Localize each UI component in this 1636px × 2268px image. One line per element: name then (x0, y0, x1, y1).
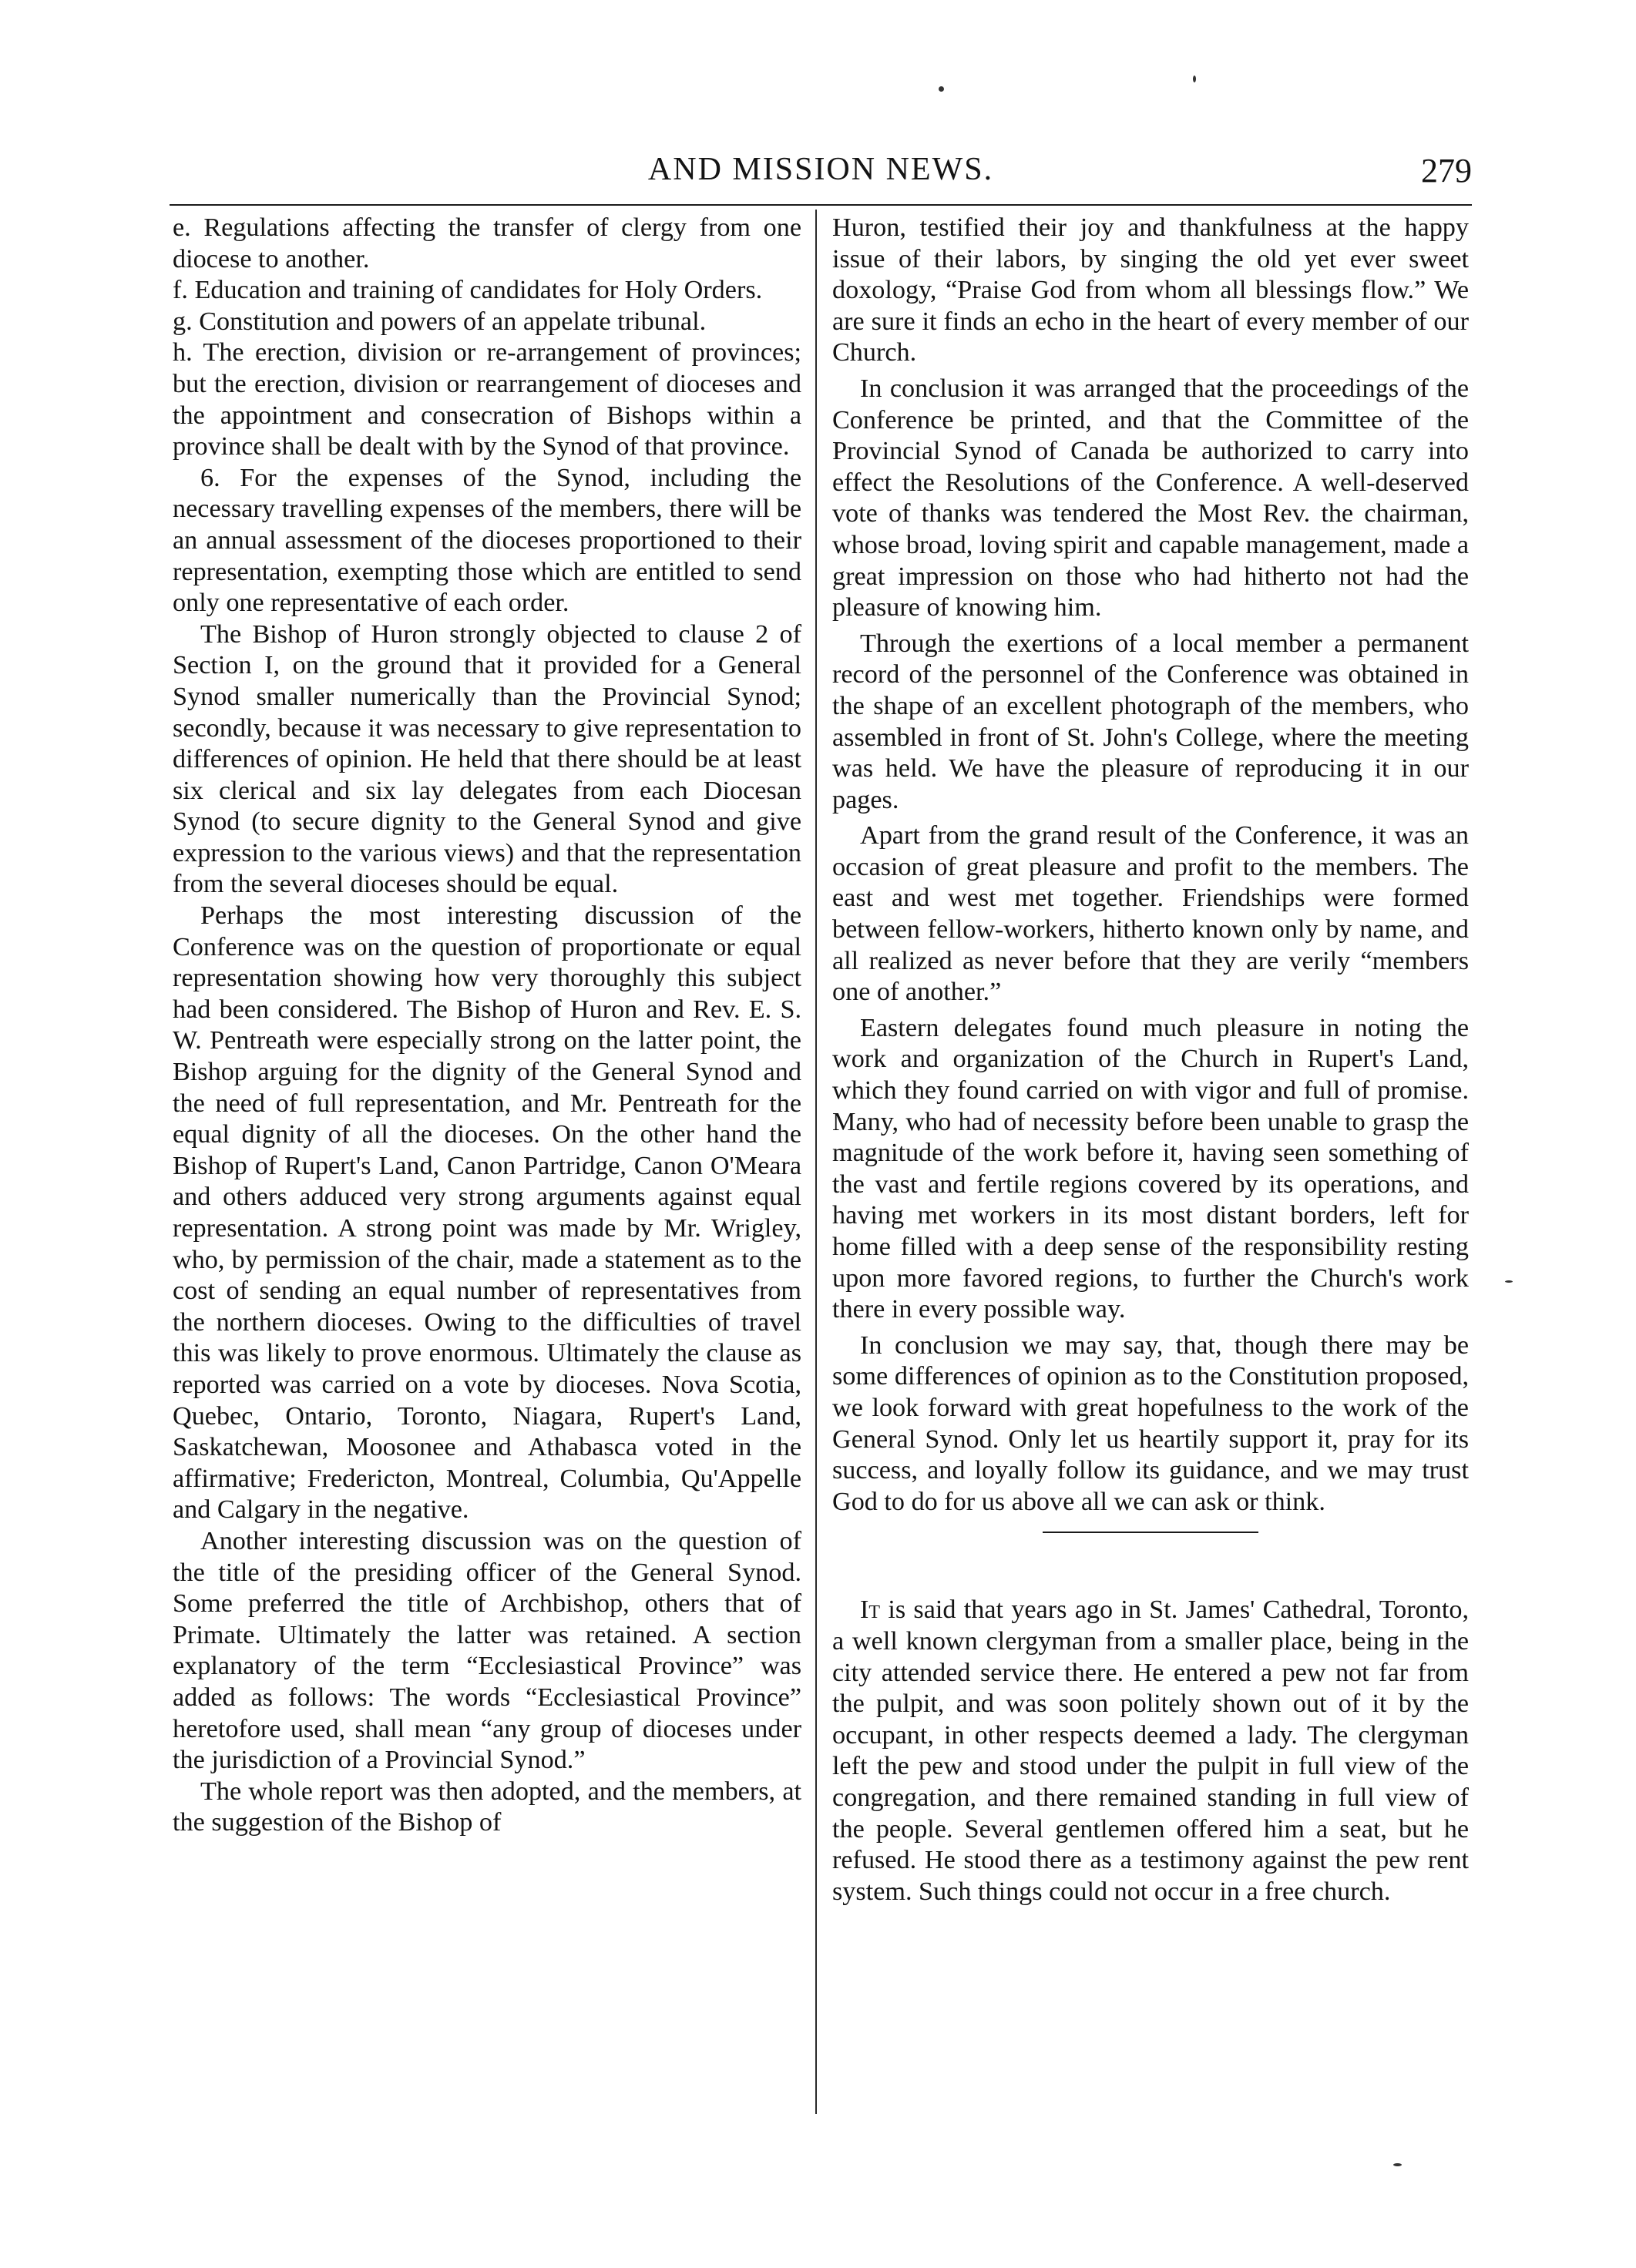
paragraph-bishop-huron-objection: The Bishop of Huron strongly objected to clause 2 of Section I, on the ground that it provided for a General Synod smaller numerically than the Provincial Synod; secondly, because it was necessary to give representation to differences of opinion. He held that there should be at least six clerical and six lay delegates from each Diocesan Synod (to secure dignity to the General Synod and give expression to the various views) and that the representation from the several dioceses should be equal. (173, 619, 801, 899)
paragraph-representation-discussion: Perhaps the most interesting discussion of the Conference was on the question of proportionate or equal representation showing how very thoroughly this subject had been considered. The Bishop of Huron and Rev. E. S. W. Pentreath were especially strong on the latter point, the Bishop arguing for the dignity of the General Synod and the need of full representation, and Mr. Pentreath for the equal dignity of all the dioceses. On the other hand the Bishop of Rupert's Land, Canon Partridge, Canon O'Meara and others adduced very strong arguments against equal representation. A strong point was made by Mr. Wrigley, who, by permission of the chair, made a statement as to the cost of sending an equal number of representatives from the northern dioceses. Owing to the difficulties of travel this was likely to prove enormous. Ultimately the clause as reported was carried on a vote by dioceses. Nova Scotia, Quebec, Ontario, Toronto, Niagara, Rupert's Land, Saskatchewan, Moosonee and Athabasca voted in the affirmative; Fredericton, Montreal, Columbia, Qu'Appelle and Calgary in the negative. (173, 901, 801, 1525)
paragraph-title-discussion: Another interesting discussion was on the question of the title of the presiding officer of the General Synod. Some preferred the title of Archbishop, others that of Primate. Ultimately the latter was retained. A section explanatory of the term “Ecclesiastical Province” was added as follows: The words “Ecclesiastical Province” heretofore used, shall mean “any group of dioceses under the jurisdiction of a Provincial Synod.” (173, 1526, 801, 1775)
column-rule (815, 210, 817, 2114)
right-column (832, 213, 1469, 1907)
paragraph-east-west: Apart from the grand result of the Conference, it was an occasion of great pleasure and profit to the members. The east and west met together. Friendships were formed between fellow-workers, hitherto known only by name, and all realized as never before that they are verily “members one of another.” (832, 821, 1469, 1007)
scan-speck (939, 86, 944, 92)
scan-speck (1505, 1280, 1513, 1283)
paragraph-proceedings-printed: In conclusion it was arranged that the proceedings of the Conference be printed, and that the Committee of the Provincial Synod of Canada be authorized to carry into effect the Resolutions of the Conference. A well-deserved vote of thanks was tendered the Most Rev. the chairman, whose broad, loving spirit and capable management, made a great impression on those who had hitherto not had the pleasure of knowing him. (832, 374, 1469, 622)
paragraph-doxology: Huron, testified their joy and thankfulness at the happy issue of their labors, by singing the old yet ever sweet doxology, “Praise God from whom all blessings flow.” We are sure it finds an echo in the heart of every member of our Church. (832, 213, 1469, 367)
paragraph-photograph: Through the exertions of a local member a permanent record of the personnel of the Conference was obtained in the shape of an excellent photograph of the members, who assembled in front of St. John's College, where the meeting was held. We have the pleasure of reproducing it in our pages. (832, 629, 1469, 814)
paragraph-conclusion: In conclusion we may say, that, though there may be some differences of opinion as to the Constitution proposed, we look forward with great hopefulness to the work of the General Synod. Only let us heartily support it, pray for its success, and loyally follow its guidance, and we may trust God to do for us above all we can ask or think. (832, 1330, 1469, 1516)
anecdote-lead-word: It (860, 1595, 881, 1625)
clause-e: e. Regulations affecting the transfer of clergy from one diocese to another. (173, 213, 801, 273)
anecdote-text: is said that years ago in St. James' Cathedral, Toronto, a well known clergyman from a smaller place, being in the city attended service there. He entered a pew not far from the pulpit, and was soon politely shown out of it by the occupant, in other respects deemed a lady. The clergyman left the pew and stood under the pulpit in full view of the congregation, and there remained standing in full view of the people. Several gentlemen offered him a seat, but he refused. He stood there as a testimony against the pew rent system. Such things could not occur in a free church. (832, 1595, 1469, 1906)
paragraph-pew-anecdote (832, 1595, 1469, 1907)
page-number: 279 (1421, 152, 1472, 190)
page-header (170, 151, 1472, 193)
scan-speck (1193, 75, 1196, 82)
left-column (173, 213, 801, 1839)
section-divider (1043, 1532, 1258, 1533)
clause-g: g. Constitution and powers of an appelate tribunal. (173, 307, 707, 336)
clause-f: f. Education and training of candidates for Holy Orders. (173, 276, 763, 305)
clause-6: 6. For the expenses of the Synod, including the necessary travelling expenses of the members, there will be an annual assessment of the dioceses proportioned to their representation, exempting those which are entitled to send only one representative of each order. (173, 463, 801, 618)
header-rule (170, 204, 1472, 206)
running-title: AND MISSION NEWS. (647, 152, 994, 187)
paragraph-report-adopted: The whole report was then adopted, and the members, at the suggestion of the Bishop of (173, 1776, 801, 1837)
scan-speck (1393, 2163, 1402, 2166)
paragraph-eastern-delegates: Eastern delegates found much pleasure in noting the work and organization of the Church in Rupert's Land, which they found carried on with vigor and full of promise. Many, who had of necessity before been unable to grasp the magnitude of the work before it, having seen something of the vast and fertile regions covered by its operations, and having met workers in its most distant borders, left for home filled with a deep sense of the responsibility resting upon more favored regions, to further the Church's work there in every possible way. (832, 1013, 1469, 1324)
clause-h: h. The erection, division or re-arrangement of provinces; but the erection, division or rearrangement of dioceses and the appointment and consecration of Bishops within a province shall be dealt with by the Synod of that province. (173, 338, 801, 461)
